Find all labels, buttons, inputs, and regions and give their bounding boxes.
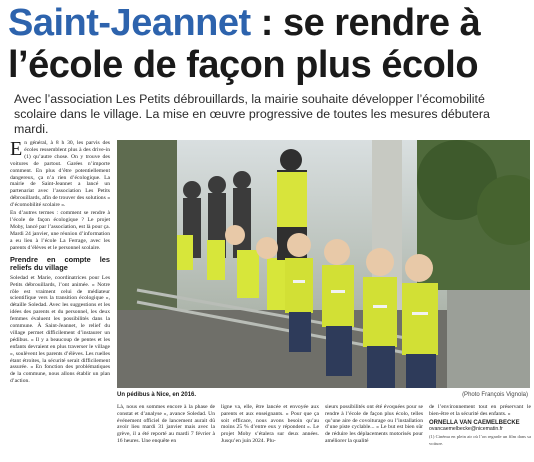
article-bottom-columns	[117, 404, 534, 462]
article-column-3: ligne va, elle, être lancée et envoyée aux parents et aux enseignants. « Pour que ça soit efficace, nous avons besoin qu’au moins 25 % d’entre eux y répondent ». Le projet Moby s’étalera sur deux années. Jusqu’en juin 2024. Plu-	[221, 404, 319, 444]
paragraph-1-text: n général, à 8 h 30, les parvis des écoles ressemblent plus à des drive-in (1) qu’autre chose. On y trouve des voitures de partout. Garées n’importe comment. En plus d’être potentiellement dangereux, ça n’a rien d’écologique. La mairie de Saint-Jeannet a lancé un partenariat avec l’association Les Petits débrouillards, afin de trouver des solutions « d’écomobilité scolaire ».	[10, 140, 110, 209]
author-email: ovancaemelbecke@nicematin.fr	[429, 426, 503, 433]
photo-caption: Un pédibus à Nice, en 2016.	[117, 392, 197, 398]
headline	[8, 2, 528, 86]
photo-caption-bar	[117, 391, 530, 400]
article-footnote: (1) Cinéma en plein air où l’on regarde un film dans sa voiture.	[429, 434, 531, 446]
article-column-5: de l’environnement tout en préservant le bien-être et la sécurité des enfants. » ORNELLA VAN CAEMELBECKE ovancaemelbecke@nicematin.fr (1) Cinéma en plein air où l’on regarde un film dans sa voiture.	[429, 404, 531, 446]
article-photo	[117, 140, 530, 388]
author-signature: ORNELLA VAN CAEMELBECKE	[429, 419, 520, 426]
drop-cap: E	[10, 140, 23, 160]
headline-title: : se rendre à l’école de façon plus écolo	[8, 2, 481, 86]
headline-place: Saint-Jeannet	[8, 2, 251, 44]
article-column-left	[10, 140, 110, 458]
article-lead: Avec l’association Les Petits débrouillards, la mairie souhaite développer l’écomobilité scolaire dans le village. La mise en œuvre progressive de toutes les mesures débutera mardi.	[14, 92, 490, 136]
article-column-4: sieurs possibilités ont été évoquées pour se rendre à l’école de façon plus écolo, telles qu’une aire de covoiturage ou l’installation d’une piste cyclable... « Le but est bien sûr de réduire les déplacements motorisés pour améliorer la qualité	[325, 404, 423, 444]
article-column-2: Là, nous en sommes encore à la phase de constat et d’analyse », avance Soledad. Un événement officiel de lancement aurait dû avoir lieu mardi 31 janvier mais avec la grève, il a été reporté au mardi 7 février à 16 heures. Une enquête en	[117, 404, 215, 444]
article-paragraph-2: En d’autres termes : comment se rendre à l’école de façon écologique ? Le projet Moby, lancé par l’association, est là pour ça. Mardi 24 janvier, une réunion d’information a eu lieu à l’école La Ferrage, avec les parents d’élèves et le personnel scolaire.	[10, 210, 110, 251]
pedibus-photo-illustration	[117, 140, 530, 388]
photo-credit: (Photo François Vignola)	[462, 392, 528, 398]
article-subhead: Prendre en compte les reliefs du village	[10, 254, 110, 273]
article-paragraph-1	[10, 140, 110, 209]
article-paragraph-3: Soledad et Marie, coordinatrices pour Les Petits débrouillards, l’ont animée. « Notre rôle est vraiment celui de médiateur scientifique vers la transition écologique », détaille Soledad. Avec les suggestions et les idées des parents et du personnel, les deux femmes évaluent les possibilités dans la commune. À Saint-Jeannet, le relief du village permet difficilement d’instaurer un pédibus. « Il y a beaucoup de pentes et les enfants devraient en plus traverser le village », soulèvent les parents d’élèves. Les ruelles étant étroites, la sécurité serait difficilement assurée. « En fonction des problématiques de la commune, nous allons établir un plan d’action.	[10, 274, 110, 385]
